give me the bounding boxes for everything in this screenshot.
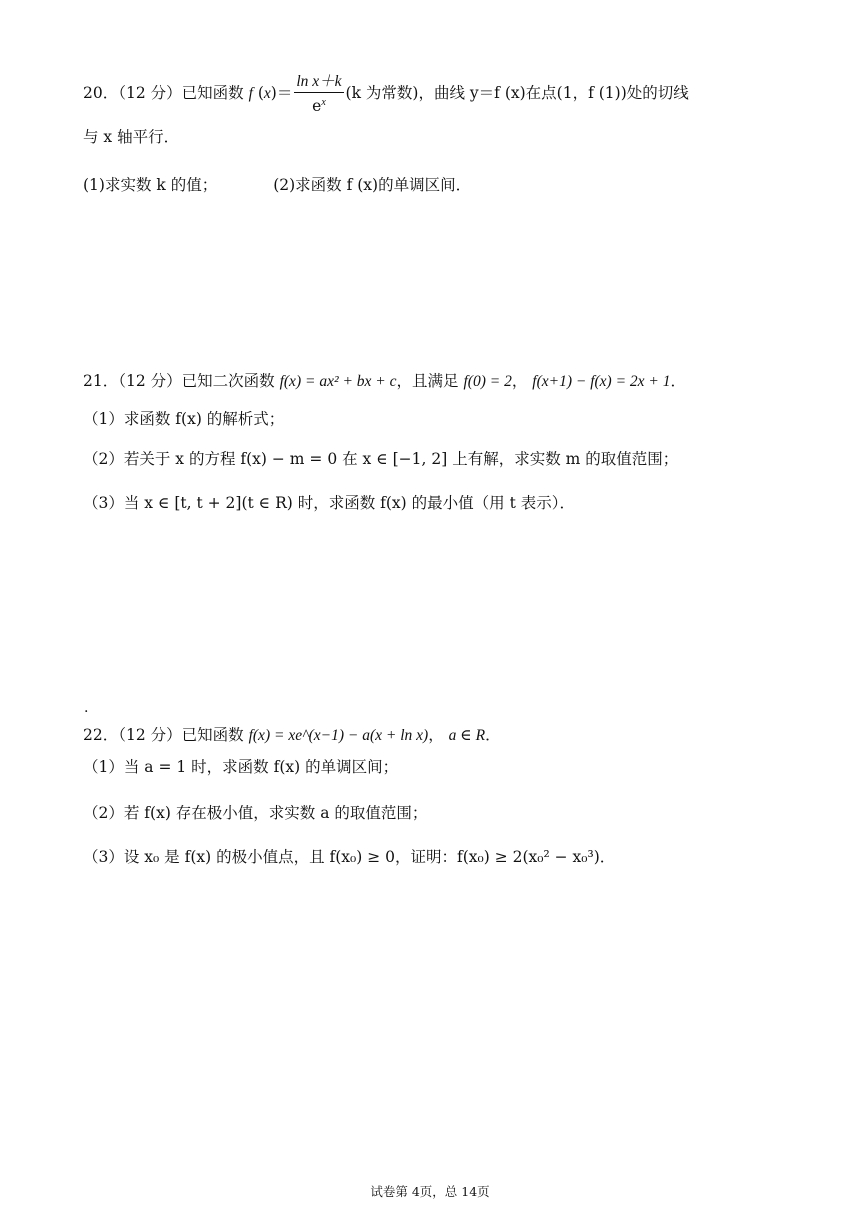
q22-part3: （3）设 x₀ 是 f(x) 的极小值点，且 f(x₀) ≥ 0，证明：f(x₀) ≥ 2(x₀² − x₀³)． — [83, 848, 616, 866]
q21-cond1: f(0) = 2 — [463, 373, 512, 390]
q21-func: f(x) = ax² + bx + c — [279, 373, 397, 390]
q20-k-note: (k 为常数)，曲线 — [345, 84, 465, 103]
q22-line1: 22．（12 分）已知函数 f(x) = xe^(x−1) − a(x + ln x)， a ∈ R． — [83, 726, 501, 744]
q20-part2: (2)求函数 f (x)的单调区间． — [273, 176, 472, 194]
q20-line2: 与 x 轴平行． — [83, 128, 180, 146]
q21-intro: 已知二次函数 — [181, 372, 275, 390]
q22-score: （12 分） — [118, 726, 182, 744]
q20-intro: 已知函数 — [181, 84, 244, 103]
q21-cond-text: ，且满足 — [396, 372, 459, 390]
q20-frac-denominator: e — [312, 97, 322, 116]
q20-frac-exponent: x — [321, 97, 326, 108]
page-footer: 试卷第 4页，总 14页 — [370, 1184, 490, 1199]
q21-number: 21． — [83, 372, 119, 390]
q20-line1: 20．（12 分）已知函数 f (x)＝ $\frac{\text{ln x＋k}}{e^x}$ (k 为常数)，曲线 y＝f (x)在点(1，f (1))处的切线 — [83, 73, 689, 116]
q22-intro: 已知函数 — [181, 726, 244, 744]
q20-frac-numerator: ln x＋k — [294, 72, 343, 93]
q22-func: f(x) = xe^(x−1) − a(x + ln x) — [248, 727, 429, 744]
q22-number: 22． — [83, 726, 119, 744]
q20-parts — [83, 174, 471, 196]
q21-part1: （1）求函数 f(x) 的解析式； — [83, 410, 285, 428]
q21-cond2: f(x+1) − f(x) = 2x + 1 — [532, 373, 671, 390]
q20-score: （12 分） — [118, 84, 182, 103]
q20-curve: y＝f (x)在点(1，f (1))处的切线 — [469, 84, 689, 103]
q22-part2: （2）若 f(x) 存在极小值，求实数 a 的取值范围； — [83, 804, 428, 822]
q22-domain: a ∈ R — [448, 727, 486, 744]
q20-fraction — [294, 72, 343, 116]
q21-score: （12 分） — [118, 372, 182, 390]
q21-part3: （3）当 x ∈ [t, t + 2](t ∈ R) 时，求函数 f(x) 的最小值（用 t 表示）． — [83, 494, 575, 512]
q22-part1: （1）当 a = 1 时，求函数 f(x) 的单调区间； — [83, 758, 399, 776]
q20-number: 20． — [83, 84, 119, 103]
stray-mark: . — [84, 700, 89, 716]
q21-line1: 21．（12 分）已知二次函数 f(x) = ax² + bx + c，且满足 f(0) = 2， f(x+1) − f(x) = 2x + 1． — [83, 372, 687, 390]
q21-part2: （2）若关于 x 的方程 f(x) − m = 0 在 x ∈ [−1, 2] 上有解，求实数 m 的取值范围； — [83, 450, 679, 468]
q20-part1: (1)求实数 k 的值； — [83, 176, 218, 194]
